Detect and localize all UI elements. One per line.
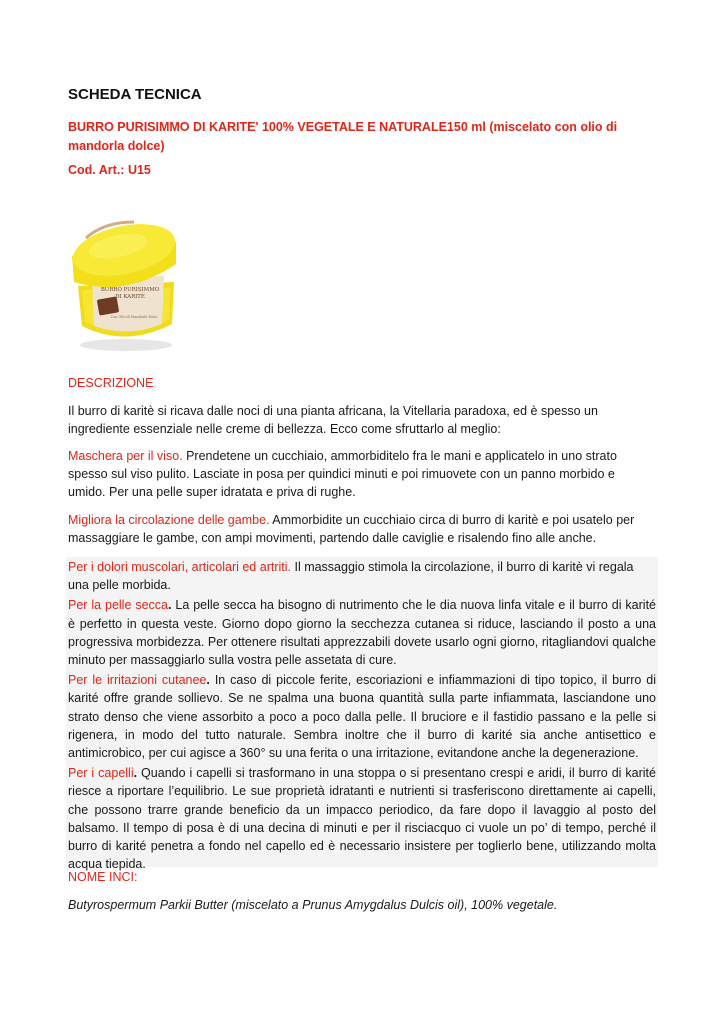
benefit-text: La pelle secca ha bisogno di nutrimento che le dia nuova linfa vitale e il burro di karité è perfetto in questa veste. Giorno dopo giorno la secchezza cutanea si riduce, lasciando il posto a una progressiva morbidezza. Per ottenere risultati apprezzabili dovete usarlo ogni giorno, ritagliandovi qualche minuto per massaggiarlo sulla vostra pelle assetata di cure. bbox=[68, 598, 656, 668]
benefit-hair bbox=[66, 763, 658, 874]
jar-label-line1: BURRO PURISIMMO bbox=[100, 287, 160, 293]
benefit-text: In caso di piccole ferite, escoriazioni e infiammazioni di tipo topico, il burro di karité offre grande sollievo. Se ne spalma una buona quantità sulla parte infiammata, lasciandone uno strato denso che viene assorbito a poco a poco dalla pelle. Il bruciore e il fastidio passano e la pelle si rigenera, in modo del tutto naturale. Sembra inoltre che il burro di karité sia anche antisettico e antimicrobico, per cui agisce a 360° su una ferita o una irritazione, evitandone anche la degenerazione. bbox=[68, 673, 656, 761]
benefit-title-dot: . bbox=[133, 766, 138, 781]
use-title: Maschera per il viso. bbox=[68, 449, 183, 463]
product-name: BURRO PURISIMMO DI KARITE' 100% VEGETALE E NATURALE150 ml (miscelato con olio di mandorla dolce) bbox=[68, 120, 618, 153]
description-intro: Il burro di karitè si ricava dalle noci di una pianta africana, la Vitellaria paradoxa, ed è spesso un ingrediente essenziale nelle creme di bellezza. Ecco come sfruttarlo al meglio: bbox=[68, 404, 598, 436]
use-text: Ammorbidite un cucchiaio circa di burro di karitè e poi usatelo per massaggiare le gambe, con ampi movimenti, partendo dalle caviglie e risalendo fino alle anche. bbox=[68, 513, 635, 545]
benefit-title-dot: . bbox=[206, 673, 210, 688]
jar-label-line3: Con Olio di Mandorle Dolci bbox=[110, 315, 158, 319]
use-leg-circulation bbox=[68, 511, 653, 547]
benefit-dry-skin bbox=[66, 595, 658, 670]
benefit-title: Per la pelle secca bbox=[68, 598, 168, 613]
description-heading: DESCRIZIONE bbox=[68, 376, 154, 390]
benefit-skin-irritation bbox=[66, 670, 658, 763]
benefit-title: Per i capelli bbox=[68, 766, 134, 781]
page-title: SCHEDA TECNICA bbox=[68, 86, 202, 103]
inci-heading: NOME INCI: bbox=[68, 870, 138, 884]
inci-text: Butyrospermum Parkii Butter (miscelato a Prunus Amygdalus Dulcis oil), 100% vegetale. bbox=[68, 898, 558, 912]
use-face-mask bbox=[68, 447, 653, 501]
benefit-muscle-pain bbox=[66, 557, 658, 595]
benefit-title: Per i dolori muscolari, articolari ed artriti. bbox=[68, 560, 291, 574]
product-jar-image bbox=[68, 198, 180, 360]
benefits-box bbox=[66, 557, 658, 872]
use-text: Prendetene un cucchiaio, ammorbiditelo fra le mani e applicatelo in uno strato spesso sul viso pulito. Lasciate in posa per quindici minuti e poi rimuovete con un panno morbido e umido. Per una pelle super idratata e priva di rughe. bbox=[68, 449, 617, 499]
use-title: Migliora la circolazione delle gambe. bbox=[68, 513, 270, 527]
benefit-title-dot: . bbox=[167, 598, 172, 613]
benefit-title: Per le irritazioni cutanee bbox=[68, 673, 207, 688]
benefit-text: Il massaggio stimola la circolazione, il burro di karitè vi regala una pelle morbida. bbox=[68, 560, 634, 593]
benefit-text: Quando i capelli si trasformano in una stoppa o si presentano crespi e aridi, il burro di karité riesce a riportare l’equilibrio. Le sue proprietà idratanti e nutrienti si trasferiscono direttamente ai capelli, che possono trarre grande beneficio da un impacco periodico, da fare dopo il lavaggio al posto del balsamo. Il tempo di posa è di una decina di minuti e per il risciacquo ci vuole un po’ di tempo, perché il burro di karité penetra a fondo nel capello ed è necessario insistere per toglierlo bene, utilizzando molta acqua tiepida. bbox=[68, 766, 656, 872]
product-code: Cod. Art.: U15 bbox=[68, 163, 151, 177]
jar-label-line2: DI KARITÈ bbox=[115, 294, 145, 300]
